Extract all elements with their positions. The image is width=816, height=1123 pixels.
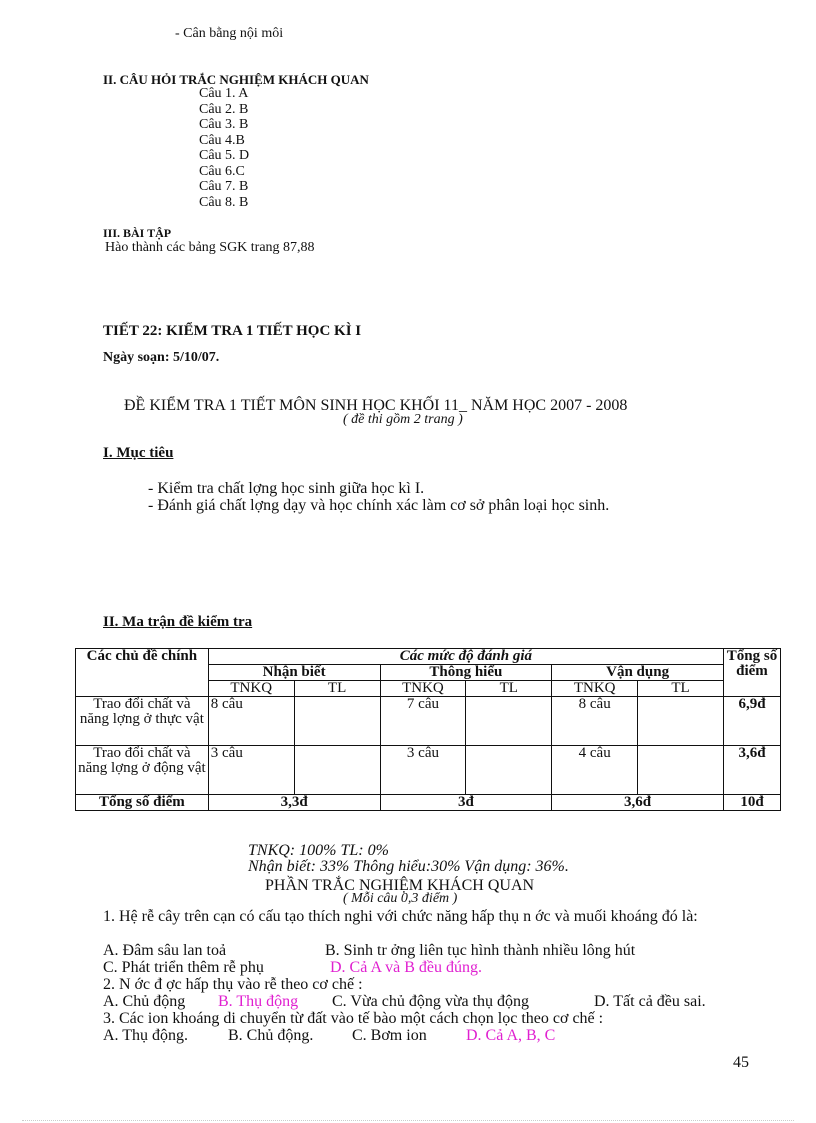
stats-line-2: Nhận biết: 33% Thông hiểu:30% Vận dụng: 36%. — [248, 858, 569, 875]
q1-option-a: A. Đâm sâu lan toả — [103, 942, 227, 959]
page-number: 45 — [733, 1054, 749, 1071]
q3-option-d: D. Cả A, B, C — [466, 1027, 556, 1044]
date-label: Ngày soạn: — [103, 350, 174, 365]
q3-option-c: C. Bơm ion — [352, 1027, 427, 1044]
stats-line-1: TNKQ: 100% TL: 0% — [248, 842, 389, 859]
cell-empty — [638, 697, 724, 746]
cell-th: 7 câu — [380, 697, 466, 746]
date-value: 5/10/07. — [173, 350, 220, 365]
cell-nb: 3 câu — [208, 746, 294, 795]
cell-empty — [294, 697, 380, 746]
q3-option-b: B. Chủ động. — [228, 1027, 314, 1044]
answer-item: Câu 5. D — [199, 148, 250, 163]
lesson-title: TIẾT 22: KIỂM TRA 1 TIẾT HỌC KÌ I — [103, 323, 362, 339]
matrix-heading: II. Ma trận đề kiểm tra — [103, 614, 253, 630]
top-bullet: - Cân bằng nội môi — [175, 26, 284, 41]
section-3-text: Hào thành các bảng SGK trang 87,88 — [105, 240, 315, 255]
sub-header: TL — [466, 681, 552, 697]
objectives-heading: I. Mục tiêu — [103, 445, 174, 461]
total-vd: 3,6đ — [552, 795, 724, 811]
question-3: 3. Các ion khoáng di chuyển từ đất vào tế bào một cách chọn lọc theo cơ chế : — [103, 1010, 604, 1027]
row-topic: Trao đổi chất và năng lợng ở động vật — [76, 746, 209, 795]
col-topic-header: Các chủ đề chính — [76, 649, 209, 697]
cell-empty — [294, 746, 380, 795]
section-2-heading: II. CÂU HỎI TRẮC NGHIỆM KHÁCH QUAN — [103, 72, 369, 87]
cell-total: 3,6đ — [723, 746, 780, 795]
total-row-label: Tổng số điểm — [76, 795, 209, 811]
table-total-row — [76, 795, 781, 811]
cell-empty — [466, 746, 552, 795]
q1-option-b: B. Sinh tr ởng liên tục hình thành nhiều lông hút — [325, 942, 636, 959]
sub-header: TNKQ — [208, 681, 294, 697]
q3-option-a: A. Thụ động. — [103, 1027, 189, 1044]
answer-item: Câu 1. A — [199, 86, 249, 101]
cell-total: 6,9đ — [723, 697, 780, 746]
cell-nb: 8 câu — [208, 697, 294, 746]
q2-option-c: C. Vừa chủ động vừa thụ động — [332, 993, 530, 1010]
sub-header: TL — [638, 681, 724, 697]
answer-list — [199, 86, 249, 210]
cell-empty — [466, 697, 552, 746]
question-1: 1. Hệ rễ cây trên cạn có cấu tạo thích nghi với chức năng hấp thụ n ớc và muối khoáng đó là: — [103, 908, 698, 925]
exam-title: ĐỀ KIỂM TRA 1 TIẾT MÔN SINH HỌC KHỐI 11_ NĂM HỌC 2007 - 2008 — [124, 397, 628, 414]
q2-option-a: A. Chủ động — [103, 993, 186, 1010]
assessment-matrix-table — [75, 648, 781, 811]
sub-header: TNKQ — [380, 681, 466, 697]
level-header: Thông hiểu — [380, 665, 552, 681]
sub-header: TNKQ — [552, 681, 638, 697]
section-3-heading: III. BÀI TẬP — [103, 226, 172, 240]
answer-item: Câu 8. B — [199, 194, 249, 210]
answer-item: Câu 6.C — [199, 163, 245, 179]
sub-header: TL — [294, 681, 380, 697]
total-th: 3đ — [380, 795, 552, 811]
cell-vd: 8 câu — [552, 697, 638, 746]
answer-item: Câu 3. B — [199, 117, 249, 132]
exam-subtitle: ( đề thi gồm 2 trang ) — [343, 412, 463, 427]
cell-empty — [638, 746, 724, 795]
q1-option-d: D. Cả A và B đều đúng. — [330, 959, 482, 976]
level-header: Vận dụng — [552, 665, 724, 681]
q1-option-c: C. Phát triển thêm rễ phụ — [103, 959, 264, 976]
col-total-header: Tổng số điểm — [723, 649, 780, 697]
row-topic: Trao đổi chất và năng lợng ở thực vật — [76, 697, 209, 746]
objective-item: - Kiểm tra chất lợng học sinh giữa học kì I. — [148, 480, 425, 497]
q2-option-d: D. Tất cả đều sai. — [594, 993, 706, 1010]
footer-divider — [22, 1120, 794, 1121]
col-levels-header: Các mức độ đánh giá — [208, 649, 723, 665]
table-row — [76, 697, 781, 746]
answer-item: Câu 2. B — [199, 101, 249, 117]
objective-item: - Đánh giá chất lợng dạy và học chính xác làm cơ sở phân loại học sinh. — [148, 497, 610, 514]
total-nb: 3,3đ — [208, 795, 380, 811]
total-all: 10đ — [723, 795, 780, 811]
answer-item: Câu 7. B — [199, 179, 249, 194]
q2-option-b: B. Thụ động — [218, 993, 299, 1010]
quiz-note: ( Mỗi câu 0,3 điểm ) — [343, 891, 458, 906]
cell-th: 3 câu — [380, 746, 466, 795]
quiz-heading: PHẦN TRẮC NGHIỆM KHÁCH QUAN — [265, 877, 535, 894]
question-2: 2. N ớc đ ợc hấp thụ vào rễ theo cơ chế : — [103, 976, 363, 993]
cell-vd: 4 câu — [552, 746, 638, 795]
answer-item: Câu 4.B — [199, 132, 245, 148]
lesson-date — [103, 350, 219, 366]
level-header: Nhận biết — [208, 665, 380, 681]
table-row — [76, 746, 781, 795]
